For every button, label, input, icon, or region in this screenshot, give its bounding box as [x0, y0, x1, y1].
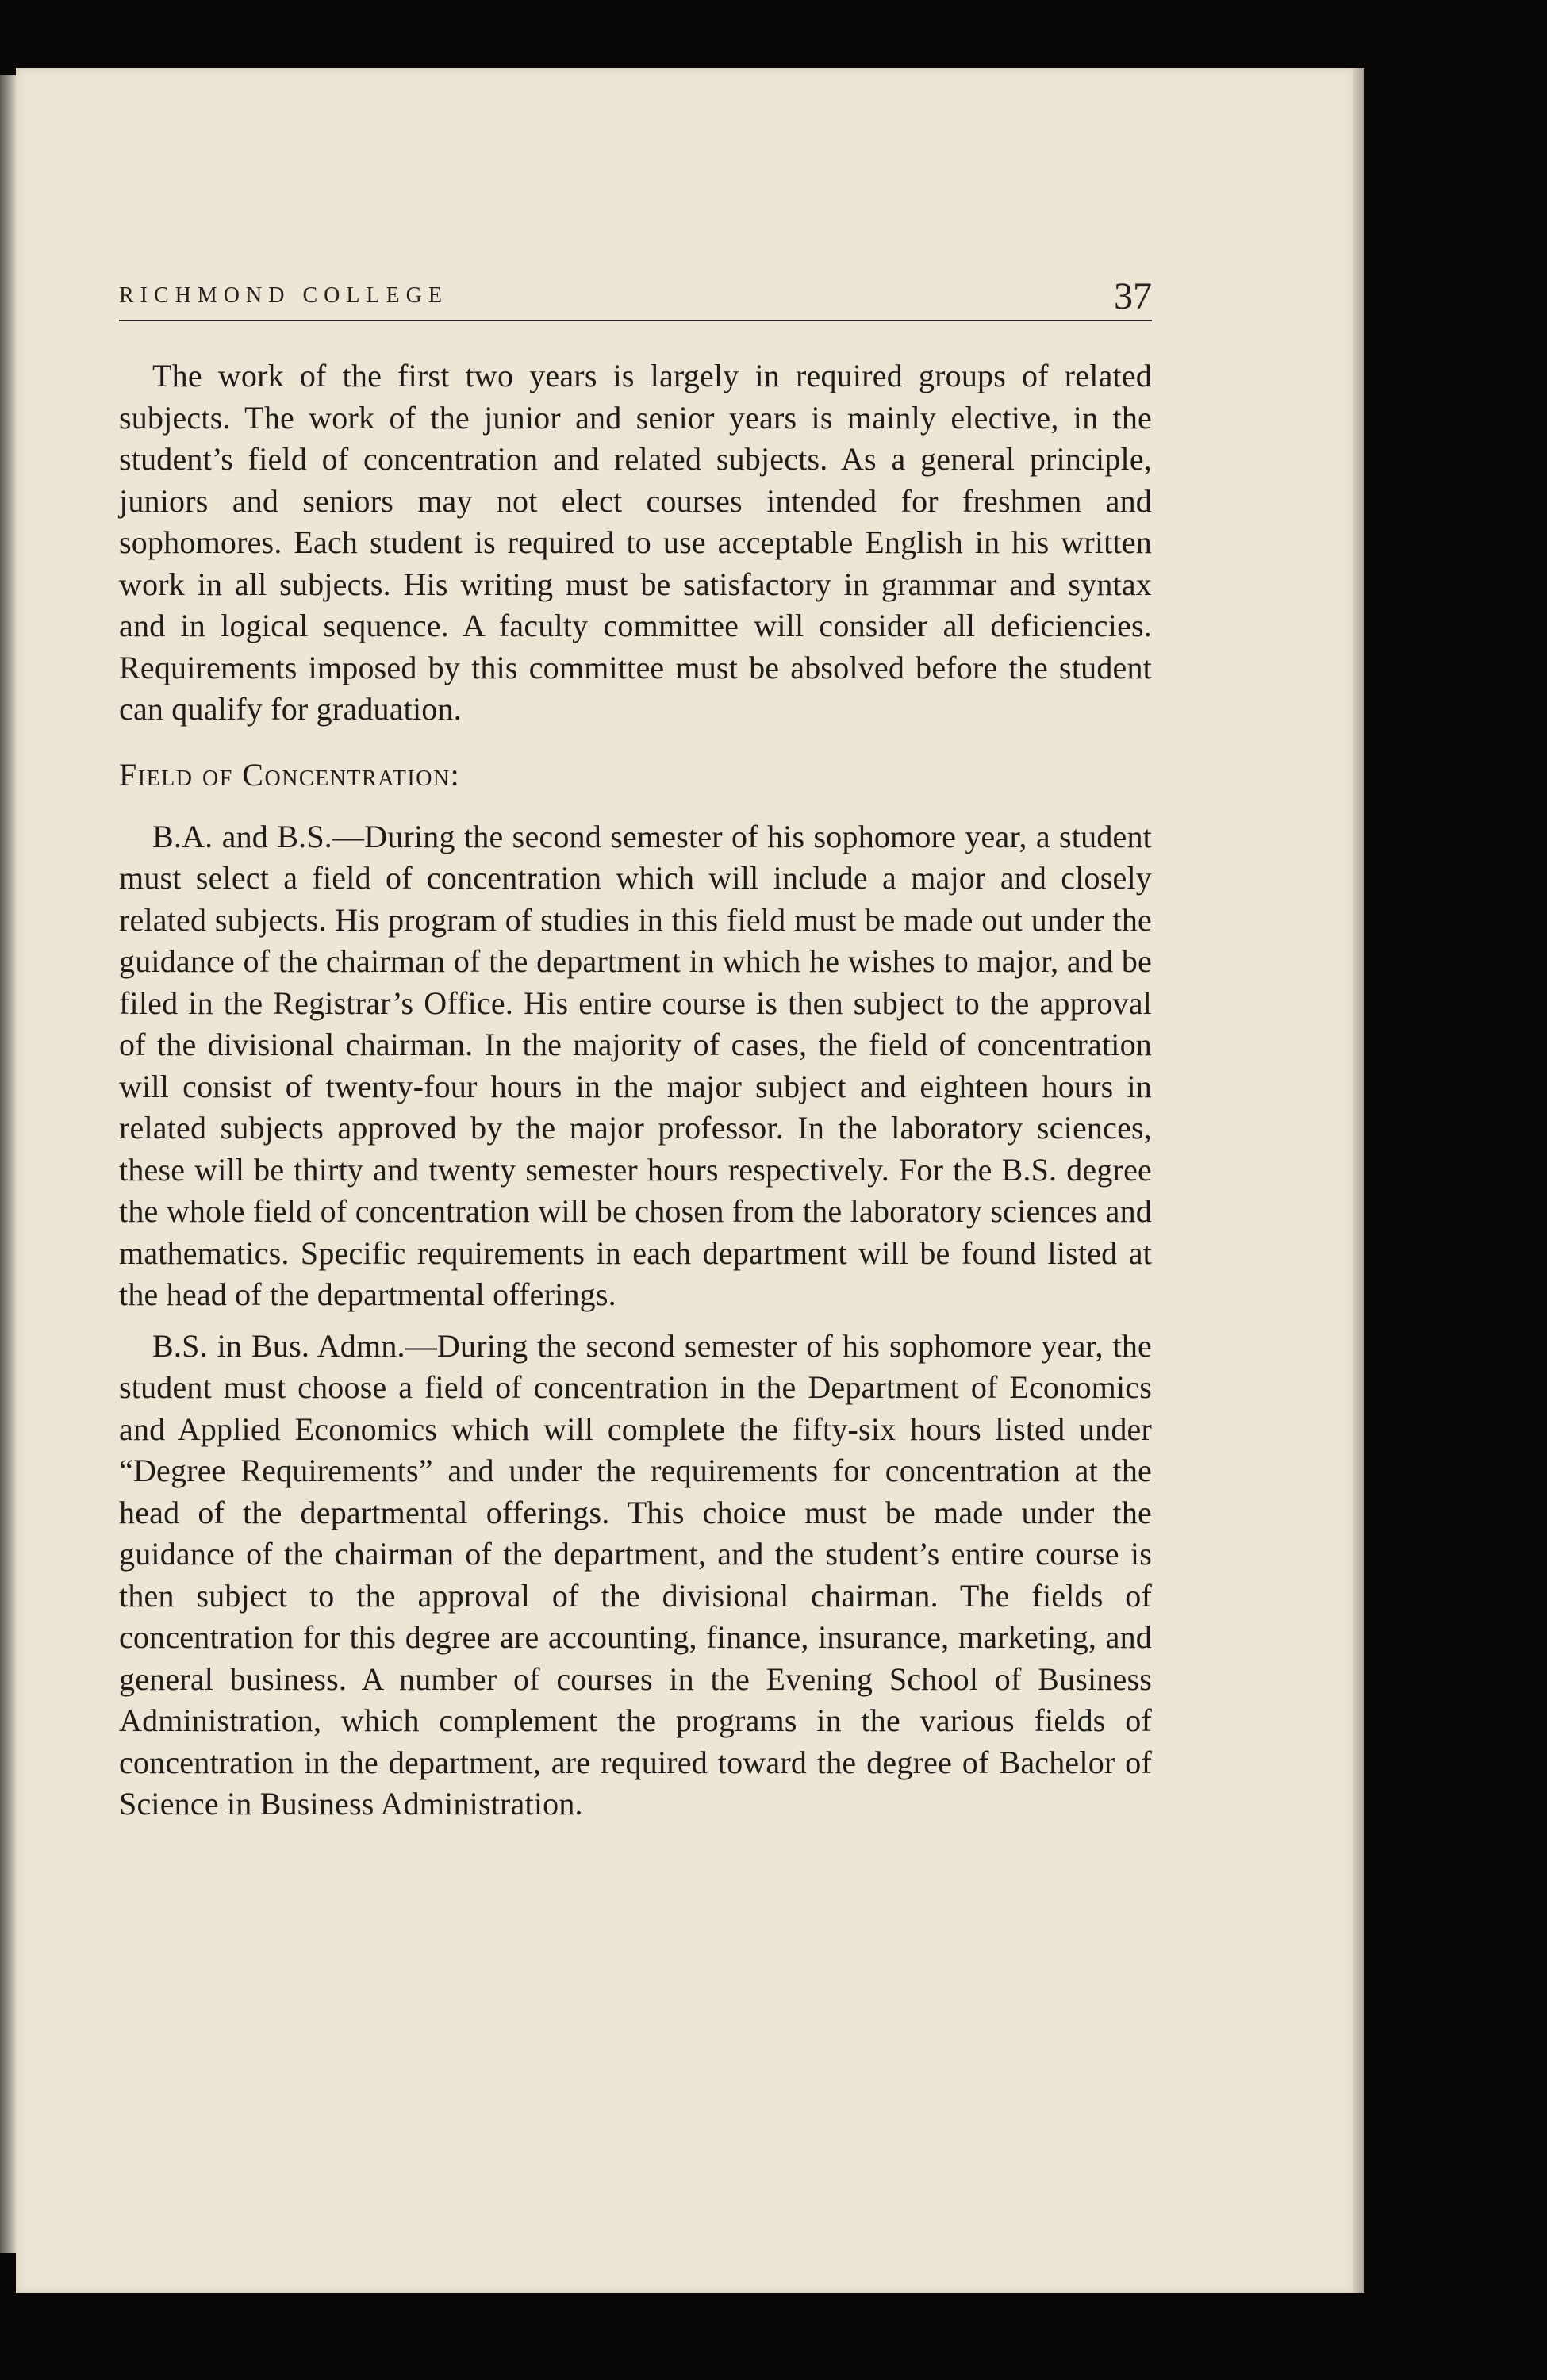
business-admin-paragraph: B.S. in Bus. Admn.—During the second semester of his sophomore year, the student must choose a field of concentration in the Department of Economics and Applied Economics which will complete the fifty-six hours listed under “Degree Requirements” and under the requirements for concentration at the head of the departmental offerings. This choice must be made under the guidance of the chairman of the department, and the student’s entire course is then subject to the approval of the divisional chairman. The fields of concentration for this degree are accounting, finance, insurance, marketing, and general business. A number of courses in the Evening School of Business Administration, which complement the programs in the various fields of concentration in the department, are required toward the degree of Bachelor of Science in Business Administration. — [119, 1327, 1152, 1821]
section-heading: Field of Concentration: — [119, 756, 461, 793]
page-content — [119, 355, 1152, 1825]
running-head — [119, 197, 1152, 321]
running-title: RICHMOND COLLEGE — [119, 283, 448, 308]
intro-paragraph: The work of the first two years is largely in required groups of related subjects. The work of the junior and senior years is mainly elective, in the student’s field of concentration and related subjects. As a general principle, juniors and seniors may not elect courses intended for freshmen and sophomores. Each student is required to use acceptable English in his written work in all subjects. His writing must be satisfactory in grammar and syntax and in logical sequence. A faculty committee will consider all deficiencies. Requirements imposed by this committee must be absolved before the student can qualify for graduation. — [119, 358, 1152, 727]
ba-bs-paragraph: B.A. and B.S.—During the second semester of his sophomore year, a student must select a field of concentration which will include a major and closely related subjects. His program of studies in this field must be made out under the guidance of the chairman of the department in which he wishes to major, and be filed in the Registrar’s Office. His entire course is then subject to the approval of the divisional chairman. In the majority of cases, the field of concentration will consist of twenty-four hours in the major subject and eighteen hours in related subjects approved by the major professor. In the laboratory sciences, these will be thirty and twenty semester hours respectively. For the B.S. degree the whole field of concentration will be chosen from the laboratory sciences and mathematics. Specific requirements in each department will be found listed at the head of the departmental offerings. — [119, 818, 1152, 1312]
page-edge-shadow — [1353, 68, 1364, 2293]
page-number: 37 — [1114, 275, 1152, 317]
facing-page-edge — [0, 75, 16, 2253]
